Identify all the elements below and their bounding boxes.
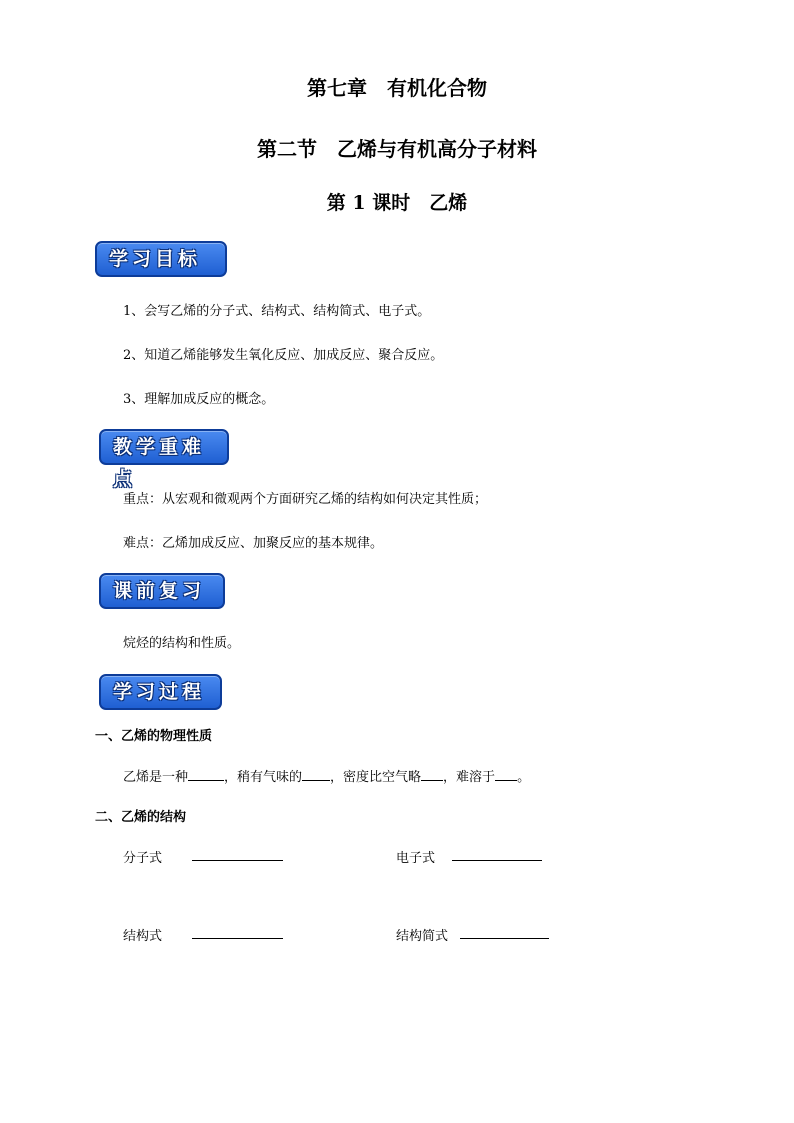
objectives-badge: 学习目标 xyxy=(95,241,227,277)
key-points-badge: 教学重难点 xyxy=(99,429,229,465)
molecular-formula-blank[interactable] xyxy=(192,848,283,861)
sentence-segment: ，密度比空气略 xyxy=(330,770,422,785)
molecular-formula-label: 分子式 xyxy=(123,851,163,866)
section-title: 第二节 乙烯与有机高分子材料 xyxy=(257,137,537,161)
condensed-formula-label: 结构简式 xyxy=(396,929,449,944)
review-badge: 课前复习 xyxy=(99,573,225,609)
blank-state[interactable] xyxy=(188,768,224,781)
electron-formula-label: 电子式 xyxy=(396,851,436,866)
important-point: 重点：从宏观和微观两个方面研究乙烯的结构如何决定其性质； xyxy=(123,492,488,507)
objective-item-3: 3、理解加成反应的概念。 xyxy=(123,392,275,407)
difficult-point: 难点：乙烯加成反应、加聚反应的基本规律。 xyxy=(123,536,384,551)
structure-heading: 二、乙烯的结构 xyxy=(95,810,187,825)
electron-formula-blank[interactable] xyxy=(452,848,542,861)
sentence-segment: ，难溶于 xyxy=(443,770,496,785)
condensed-formula-blank[interactable] xyxy=(460,926,549,939)
sentence-segment: 乙烯是一种 xyxy=(123,770,189,785)
lesson-title: 第 1 课时 乙烯 xyxy=(326,192,468,214)
structural-formula-blank[interactable] xyxy=(192,926,283,939)
structural-formula-label: 结构式 xyxy=(123,929,163,944)
review-text: 烷烃的结构和性质。 xyxy=(123,636,241,651)
blank-density[interactable] xyxy=(421,768,443,781)
sentence-segment: ，稍有气味的 xyxy=(224,770,303,785)
objective-item-2: 2、知道乙烯能够发生氧化反应、加成反应、聚合反应。 xyxy=(123,348,444,363)
process-badge: 学习过程 xyxy=(99,674,222,710)
physical-properties-heading: 一、乙烯的物理性质 xyxy=(95,729,213,744)
chapter-title: 第七章 有机化合物 xyxy=(307,76,487,100)
objective-item-1: 1、会写乙烯的分子式、结构式、结构简式、电子式。 xyxy=(123,304,431,319)
blank-solvent[interactable] xyxy=(495,768,517,781)
blank-kind[interactable] xyxy=(302,768,330,781)
physical-properties-sentence xyxy=(123,766,530,785)
sentence-segment: 。 xyxy=(517,770,531,785)
